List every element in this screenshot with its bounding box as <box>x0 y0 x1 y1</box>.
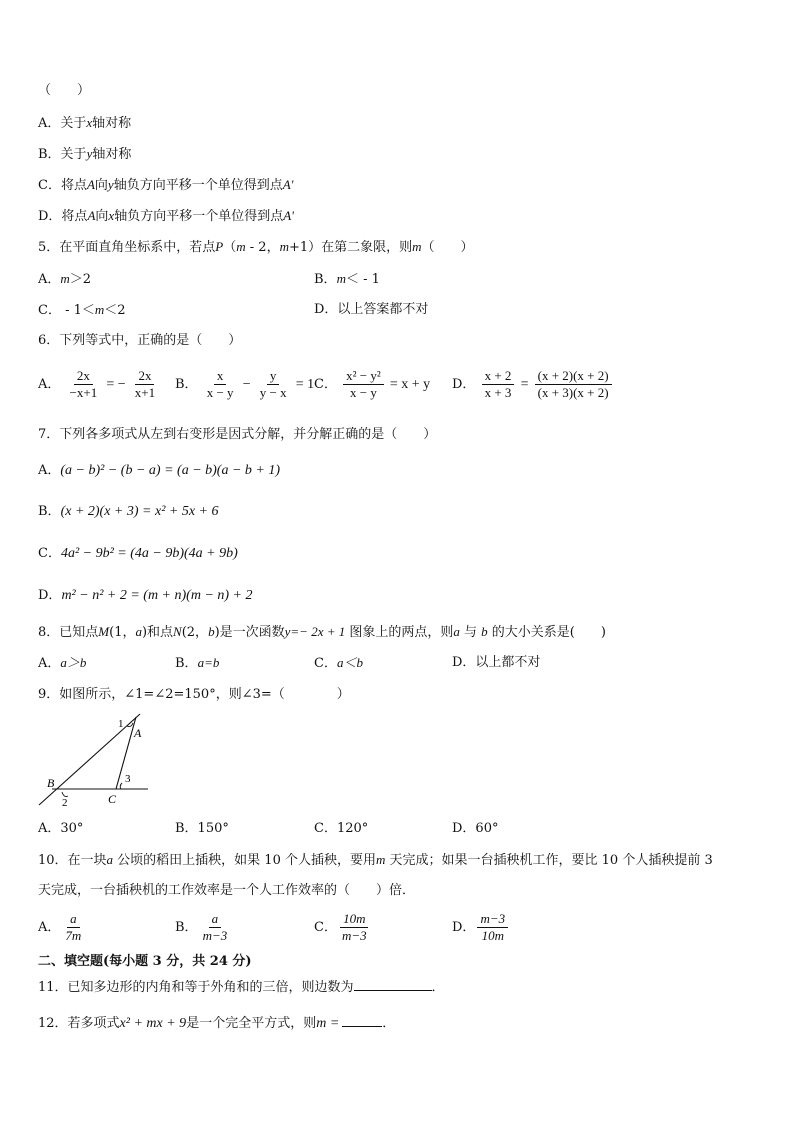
q7-option-b[interactable]: B．(x + 2)(x + 3) = x² + 5x + 6 <box>38 504 219 519</box>
q12-answer-blank[interactable] <box>342 1014 382 1027</box>
label-a: A <box>134 726 142 740</box>
q10-stem-line2: 天完成，一台插秧机的工作效率是一个人工作效率的（ ）倍． <box>38 883 416 898</box>
q7-stem: 7．下列各多项式从左到右变形是因式分解，并分解正确的是（ ） <box>38 427 437 442</box>
q9-option-c[interactable]: C．120° <box>314 821 369 836</box>
q4-option-b[interactable]: B．关于y轴对称 <box>38 146 132 162</box>
q10-option-c[interactable]: C． $\frac{10m}{m-3}$ <box>314 911 367 943</box>
q7-option-c[interactable]: C．4a² − 9b² = (4a − 9b)(4a + 9b) <box>38 546 238 561</box>
q9-option-b[interactable]: B．150° <box>175 821 229 836</box>
q6-option-c[interactable]: C． $\frac{\text{x² − y²}}{x - y}$ = x + y <box>314 368 431 400</box>
q10-stem-line1: 10．在一块a 公顷的稻田上插秧，如果 10 个人插秧，要用m 天完成；如果一台插秧机工作，要比 10 个人插秧提前 3 <box>38 852 713 868</box>
q4-paren: （ ） <box>38 83 91 98</box>
q10-option-a[interactable]: A． $\frac{a}{7m}$ <box>38 911 82 943</box>
section-heading-fill-blank: 二、填空题(每小题 3 分，共 24 分) <box>38 954 252 969</box>
q8-option-d[interactable]: D．以上都不对 <box>452 655 541 670</box>
q4-option-d[interactable]: D．将点A向x轴负方向平移一个单位得到点A' <box>38 208 294 224</box>
q12-stem: 12．若多项式x² + mx + 9是一个完全平方式，则m = ． <box>38 1016 396 1031</box>
q6-option-d[interactable]: D． $\frac{x + 2}{x + 3}$ = $\frac{(x + 2)(x + 2)}{(x + 3)(x + 2)}$ <box>452 368 614 401</box>
q5-option-a[interactable]: A．m＞2 <box>38 271 92 287</box>
label-3: 3 <box>125 773 131 785</box>
q11-answer-blank[interactable] <box>354 978 432 991</box>
q8-option-b[interactable]: B．a=b <box>175 655 220 671</box>
label-b: B <box>47 776 55 790</box>
q7-option-a[interactable]: A．(a − b)² − (b − a) = (a − b)(a − b + 1) <box>38 463 281 478</box>
q5-option-c[interactable]: C． - 1＜m＜2 <box>38 302 126 318</box>
q5-option-b[interactable]: B．m＜ - 1 <box>314 271 380 287</box>
q11-stem: 11．已知多边形的内角和等于外角和的三倍，则边数为 ． <box>38 980 445 995</box>
q10-option-d[interactable]: D． $\frac{m-3}{10m}$ <box>452 911 510 944</box>
q7-option-d[interactable]: D．m² − n² + 2 = (m + n)(m − n) + 2 <box>38 588 253 603</box>
label-c: C <box>108 792 117 806</box>
q8-stem: 8．已知点M(1，a)和点N(2，b)是一次函数y=− 2x + 1 图象上的两点，则a 与 b 的大小关系是( ) <box>38 624 606 640</box>
q4-option-c[interactable]: C．将点A向y轴负方向平移一个单位得到点A' <box>38 177 294 193</box>
q6-stem: 6．下列等式中，正确的是（ ） <box>38 333 242 348</box>
q8-option-a[interactable]: A．a＞b <box>38 655 87 671</box>
q6-option-b[interactable]: B． $\frac{x}{x - y}$ − $\frac{y}{y - x}$ = 1 <box>175 368 315 400</box>
q9-option-a[interactable]: A．30° <box>38 821 84 836</box>
q10-option-b[interactable]: B． $\frac{a}{m-3}$ <box>175 911 228 943</box>
q9-figure <box>30 712 160 812</box>
q9-option-d[interactable]: D．60° <box>452 821 499 836</box>
q8-option-c[interactable]: C．a＜b <box>314 655 363 671</box>
angle-3-arc <box>120 783 122 789</box>
q5-stem: 5．在平面直角坐标系中，若点P（m - 2，m+1）在第二象限，则m（ ） <box>38 239 474 255</box>
q9-stem: 9．如图所示，∠1=∠2=150°，则∠3=（ ） <box>38 687 350 702</box>
line-ba <box>39 714 140 805</box>
label-1: 1 <box>118 718 124 730</box>
q5-option-d[interactable]: D．以上答案都不对 <box>314 302 429 317</box>
angle-2-arc <box>62 792 68 797</box>
q6-option-a[interactable]: A． $\frac{2x}{-x+1}$ = − $\frac{2x}{x+1}$ <box>38 368 156 400</box>
q4-option-a[interactable]: A．关于x轴对称 <box>38 115 132 131</box>
label-2: 2 <box>62 797 68 809</box>
